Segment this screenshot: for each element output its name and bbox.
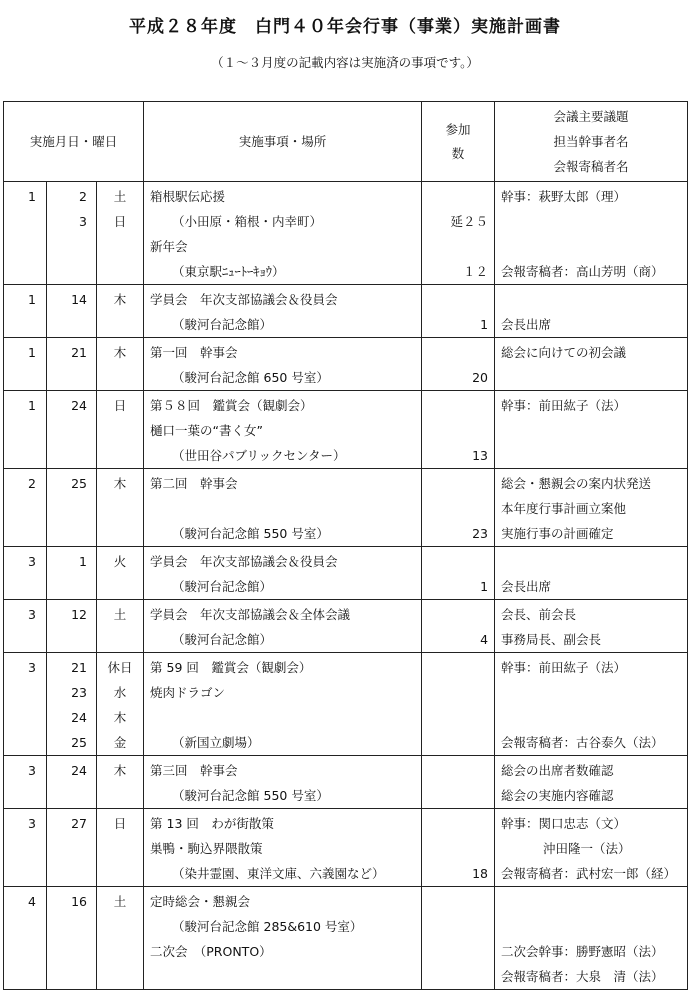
event-text — [144, 496, 421, 521]
month-text — [4, 312, 46, 337]
month-text — [4, 627, 46, 652]
participants-text — [422, 914, 494, 939]
month-cell — [4, 469, 47, 547]
month-cell — [4, 285, 47, 338]
participants-cell — [422, 547, 495, 600]
document-subtitle: （１～３月度の記載内容は実施済の事項です。） — [211, 55, 479, 70]
month-text: 2 — [28, 476, 36, 491]
day-cell — [47, 547, 97, 600]
weekday-text — [97, 365, 143, 390]
participants-text — [422, 758, 494, 783]
participants-cell — [422, 182, 495, 285]
notes-cell — [495, 756, 688, 809]
participants-text — [422, 287, 494, 312]
weekday-cell — [97, 285, 144, 338]
notes-text: 会報寄稿者：高山芳明（商） — [501, 264, 664, 279]
event-text — [144, 705, 421, 730]
event-text: 第５８回 鑑賞会（観劇会） — [150, 398, 313, 413]
weekday-text: 金 — [113, 735, 127, 750]
weekday-text — [97, 783, 143, 808]
weekday-cell — [97, 338, 144, 391]
month-cell — [4, 809, 47, 887]
event-text: （駿河台記念館 285&610 号室） — [172, 919, 363, 934]
day-cell — [47, 391, 97, 469]
notes-text — [495, 549, 687, 574]
weekday-text — [97, 627, 143, 652]
notes-cell — [495, 285, 688, 338]
notes-text: 会報寄稿者：武村宏一郎（経） — [501, 866, 677, 881]
day-text: 21 — [71, 345, 87, 360]
notes-text — [495, 705, 687, 730]
participants-text — [422, 783, 494, 808]
month-text — [4, 496, 46, 521]
event-text: （小田原・箱根・内幸町） — [172, 214, 323, 229]
day-text: 27 — [71, 816, 87, 831]
month-cell — [4, 391, 47, 469]
notes-text: 幹事：前田紘子（法） — [501, 660, 627, 675]
header-notes-secretary: 担当幹事者名 — [553, 134, 629, 149]
day-text — [47, 521, 96, 546]
weekday-text: 木 — [113, 476, 127, 491]
participants-text: 4 — [480, 632, 489, 647]
event-text: 第 59 回 鑑賞会（観劇会） — [150, 660, 312, 675]
event-cell — [144, 756, 422, 809]
notes-text: 二次会幹事：勝野憲昭（法） — [501, 944, 664, 959]
header-participants-line: 数 — [451, 145, 465, 161]
weekday-text: 水 — [113, 685, 127, 700]
notes-text: 会報寄稿者：古谷泰久（法） — [501, 735, 664, 750]
participants-text — [422, 836, 494, 861]
month-text — [4, 418, 46, 443]
event-text: （駿河台記念館 650 号室） — [172, 370, 329, 385]
participants-text — [422, 811, 494, 836]
weekday-text: 火 — [113, 554, 127, 569]
header-date-label: 実施月日・曜日 — [29, 134, 118, 149]
day-cell — [47, 756, 97, 809]
day-text: 23 — [71, 685, 87, 700]
table-row — [4, 756, 688, 809]
month-text — [4, 209, 46, 234]
header-event — [144, 102, 422, 182]
header-participants-line: 参加 — [445, 121, 471, 137]
event-cell — [144, 809, 422, 887]
day-cell — [47, 182, 97, 285]
event-cell — [144, 469, 422, 547]
notes-text: 沖田隆一（法） — [543, 841, 631, 856]
table-row — [4, 887, 688, 990]
participants-text: 13 — [472, 448, 489, 463]
weekday-text: 木 — [113, 763, 127, 778]
participants-cell — [422, 600, 495, 653]
weekday-cell — [97, 600, 144, 653]
table-row — [4, 809, 688, 887]
month-text: 1 — [28, 189, 36, 204]
month-cell — [4, 887, 47, 990]
table-row — [4, 285, 688, 338]
weekday-text — [97, 496, 143, 521]
weekday-text — [97, 259, 143, 284]
weekday-cell — [97, 182, 144, 285]
participants-text — [422, 496, 494, 521]
month-text — [4, 705, 46, 730]
event-text: （駿河台記念館） — [172, 579, 273, 594]
table-row — [4, 653, 688, 756]
day-text: 25 — [71, 735, 87, 750]
month-text — [4, 861, 46, 886]
event-text: （駿河台記念館） — [172, 632, 273, 647]
participants-cell — [422, 887, 495, 990]
day-text — [47, 259, 96, 284]
header-participants — [422, 102, 495, 182]
month-cell — [4, 547, 47, 600]
header-date — [4, 102, 144, 182]
participants-text — [422, 655, 494, 680]
day-text — [47, 365, 96, 390]
month-text — [4, 365, 46, 390]
day-cell — [47, 338, 97, 391]
event-text: 焼肉ドラゴン — [150, 685, 226, 700]
event-text: 新年会 — [150, 239, 188, 254]
participants-text: 1 — [480, 579, 489, 594]
month-text — [4, 234, 46, 259]
month-cell — [4, 756, 47, 809]
table-row — [4, 182, 688, 285]
month-text — [4, 443, 46, 468]
table-row — [4, 391, 688, 469]
participants-text — [422, 889, 494, 914]
month-text — [4, 730, 46, 755]
notes-text: 幹事：萩野太郎（理） — [501, 189, 627, 204]
event-cell — [144, 338, 422, 391]
event-text: 箱根駅伝応援 — [150, 189, 226, 204]
weekday-text: 日 — [113, 398, 127, 413]
weekday-text: 土 — [113, 189, 127, 204]
notes-text — [495, 365, 687, 390]
day-cell — [47, 809, 97, 887]
event-text: 第 13 回 わが街散策 — [150, 816, 274, 831]
notes-text: 総会・懇親会の案内状発送 — [501, 476, 652, 491]
month-text: 1 — [28, 345, 36, 360]
day-text: 2 — [79, 189, 87, 204]
day-text — [47, 783, 96, 808]
participants-cell — [422, 285, 495, 338]
month-text: 1 — [28, 292, 36, 307]
event-cell — [144, 600, 422, 653]
notes-text: 会長出席 — [501, 317, 552, 332]
event-text: 定時総会・懇親会 — [150, 894, 251, 909]
day-text: 24 — [71, 763, 87, 778]
day-text — [47, 914, 96, 939]
participants-text: 20 — [472, 370, 489, 385]
notes-cell — [495, 809, 688, 887]
weekday-text — [97, 234, 143, 259]
notes-text — [495, 209, 687, 234]
weekday-cell — [97, 391, 144, 469]
month-text — [4, 836, 46, 861]
participants-text — [422, 234, 494, 259]
notes-text: 幹事：関口忠志（文） — [501, 816, 627, 831]
weekday-text — [97, 574, 143, 599]
month-text — [4, 521, 46, 546]
participants-text — [422, 340, 494, 365]
day-cell — [47, 285, 97, 338]
event-text: 学員会 年次支部協議会＆役員会 — [150, 554, 338, 569]
event-cell — [144, 887, 422, 990]
event-text: 学員会 年次支部協議会＆全体会議 — [150, 607, 351, 622]
notes-text — [495, 443, 687, 468]
day-cell — [47, 600, 97, 653]
participants-cell — [422, 756, 495, 809]
weekday-text: 木 — [113, 710, 127, 725]
notes-text: 事務局長、副会長 — [501, 632, 602, 647]
weekday-text — [97, 443, 143, 468]
month-text: 3 — [28, 816, 36, 831]
participants-text: 23 — [472, 526, 489, 541]
month-cell — [4, 653, 47, 756]
notes-cell — [495, 600, 688, 653]
weekday-text: 休日 — [107, 660, 133, 675]
day-text — [47, 939, 96, 964]
month-text: 1 — [28, 398, 36, 413]
notes-text — [495, 287, 687, 312]
weekday-cell — [97, 756, 144, 809]
event-cell — [144, 285, 422, 338]
event-cell — [144, 391, 422, 469]
month-text — [4, 574, 46, 599]
notes-text: 会長、前会長 — [501, 607, 577, 622]
weekday-text — [97, 836, 143, 861]
participants-text — [422, 680, 494, 705]
notes-text: 総会に向けての初会議 — [501, 345, 627, 360]
day-cell — [47, 887, 97, 990]
day-text — [47, 443, 96, 468]
month-text: 3 — [28, 607, 36, 622]
participants-cell — [422, 469, 495, 547]
participants-text: 延２５ — [450, 214, 489, 229]
day-text — [47, 312, 96, 337]
notes-text: 総会の出席者数確認 — [501, 763, 614, 778]
table-row — [4, 469, 688, 547]
notes-text — [495, 234, 687, 259]
event-text: （新国立劇場） — [172, 735, 260, 750]
day-text — [47, 496, 96, 521]
month-text — [4, 680, 46, 705]
notes-cell — [495, 547, 688, 600]
participants-text — [422, 393, 494, 418]
notes-text — [495, 914, 687, 939]
day-text — [47, 627, 96, 652]
day-text: 21 — [71, 660, 87, 675]
day-text — [47, 574, 96, 599]
day-text: 24 — [71, 710, 87, 725]
month-text — [4, 259, 46, 284]
month-text — [4, 964, 46, 989]
notes-text — [495, 680, 687, 705]
participants-text: 1 — [480, 317, 489, 332]
event-text: 樋口一葉の“書く女” — [150, 423, 263, 438]
notes-text — [495, 418, 687, 443]
weekday-text — [97, 312, 143, 337]
header-event-label: 実施事項・場所 — [238, 134, 327, 149]
participants-text: 18 — [472, 866, 489, 881]
event-text: （東京駅ﾆｭｰﾄｰｷｮｳ） — [172, 264, 285, 279]
weekday-text — [97, 418, 143, 443]
day-cell — [47, 653, 97, 756]
table-row — [4, 600, 688, 653]
participants-text — [422, 705, 494, 730]
event-text: 学員会 年次支部協議会＆役員会 — [150, 292, 338, 307]
event-text: （駿河台記念館 550 号室） — [172, 788, 329, 803]
participants-text — [422, 549, 494, 574]
day-text — [47, 234, 96, 259]
participants-cell — [422, 338, 495, 391]
table-row — [4, 338, 688, 391]
day-text: 25 — [71, 476, 87, 491]
weekday-text: 木 — [113, 292, 127, 307]
day-cell — [47, 469, 97, 547]
weekday-cell — [97, 653, 144, 756]
header-notes — [495, 102, 688, 182]
weekday-cell — [97, 547, 144, 600]
event-text: 第一回 幹事会 — [150, 345, 238, 360]
participants-text — [422, 418, 494, 443]
event-cell — [144, 182, 422, 285]
weekday-cell — [97, 809, 144, 887]
participants-text — [422, 939, 494, 964]
month-text: 3 — [28, 763, 36, 778]
event-text: 巣鴨・駒込界隈散策 — [150, 841, 263, 856]
notes-cell — [495, 391, 688, 469]
weekday-text — [97, 914, 143, 939]
notes-text — [495, 889, 687, 914]
day-text — [47, 418, 96, 443]
weekday-text: 日 — [113, 816, 127, 831]
day-text — [47, 964, 96, 989]
notes-cell — [495, 887, 688, 990]
event-text: （世田谷パブリックセンター） — [172, 448, 346, 463]
event-cell — [144, 653, 422, 756]
event-cell — [144, 547, 422, 600]
notes-cell — [495, 469, 688, 547]
weekday-text: 日 — [113, 214, 127, 229]
participants-cell — [422, 809, 495, 887]
weekday-text: 土 — [113, 894, 127, 909]
weekday-text — [97, 964, 143, 989]
day-text — [47, 836, 96, 861]
day-text — [47, 861, 96, 886]
notes-cell — [495, 182, 688, 285]
notes-cell — [495, 653, 688, 756]
notes-text: 実施行事の計画確定 — [501, 526, 614, 541]
weekday-text: 木 — [113, 345, 127, 360]
month-text: 3 — [28, 554, 36, 569]
notes-text: 会長出席 — [501, 579, 552, 594]
notes-text: 本年度行事計画立案他 — [501, 501, 627, 516]
participants-text — [422, 730, 494, 755]
month-cell — [4, 600, 47, 653]
participants-cell — [422, 653, 495, 756]
weekday-cell — [97, 469, 144, 547]
event-text: 第三回 幹事会 — [150, 763, 238, 778]
table-row — [4, 547, 688, 600]
event-text: 二次会 （PRONTO） — [150, 944, 272, 959]
month-text — [4, 914, 46, 939]
notes-text: 会報寄稿者：大泉 清（法） — [501, 969, 664, 984]
participants-text — [422, 602, 494, 627]
day-text: 1 — [79, 554, 87, 569]
weekday-text — [97, 861, 143, 886]
weekday-text: 土 — [113, 607, 127, 622]
month-cell — [4, 338, 47, 391]
weekday-text — [97, 521, 143, 546]
notes-text: 幹事：前田紘子（法） — [501, 398, 627, 413]
weekday-text — [97, 939, 143, 964]
table-header-row — [4, 102, 688, 182]
header-notes-agenda: 会議主要議題 — [553, 109, 629, 124]
month-text — [4, 939, 46, 964]
month-text: 4 — [28, 894, 36, 909]
weekday-cell — [97, 887, 144, 990]
event-text: （駿河台記念館） — [172, 317, 273, 332]
day-text: 16 — [71, 894, 87, 909]
participants-text: １２ — [463, 264, 489, 279]
participants-text — [422, 964, 494, 989]
event-text — [144, 964, 421, 989]
day-text: 14 — [71, 292, 87, 307]
header-participants-label — [422, 118, 494, 166]
document-title: 平成２８年度 白門４０年会行事（事業）実施計画書 — [129, 17, 561, 37]
month-cell — [4, 182, 47, 285]
day-text: 12 — [71, 607, 87, 622]
participants-text — [422, 471, 494, 496]
participants-text — [422, 184, 494, 209]
participants-cell — [422, 391, 495, 469]
header-notes-contributor: 会報寄稿者名 — [553, 159, 629, 174]
event-plan-table — [3, 101, 688, 990]
month-text: 3 — [28, 660, 36, 675]
month-text — [4, 783, 46, 808]
day-text: 24 — [71, 398, 87, 413]
notes-cell — [495, 338, 688, 391]
day-text: 3 — [79, 214, 87, 229]
event-text: 第二回 幹事会 — [150, 476, 238, 491]
notes-text: 総会の実施内容確認 — [501, 788, 614, 803]
event-text: （染井霊園、東洋文庫、六義園など） — [172, 866, 385, 881]
event-text: （駿河台記念館 550 号室） — [172, 526, 329, 541]
